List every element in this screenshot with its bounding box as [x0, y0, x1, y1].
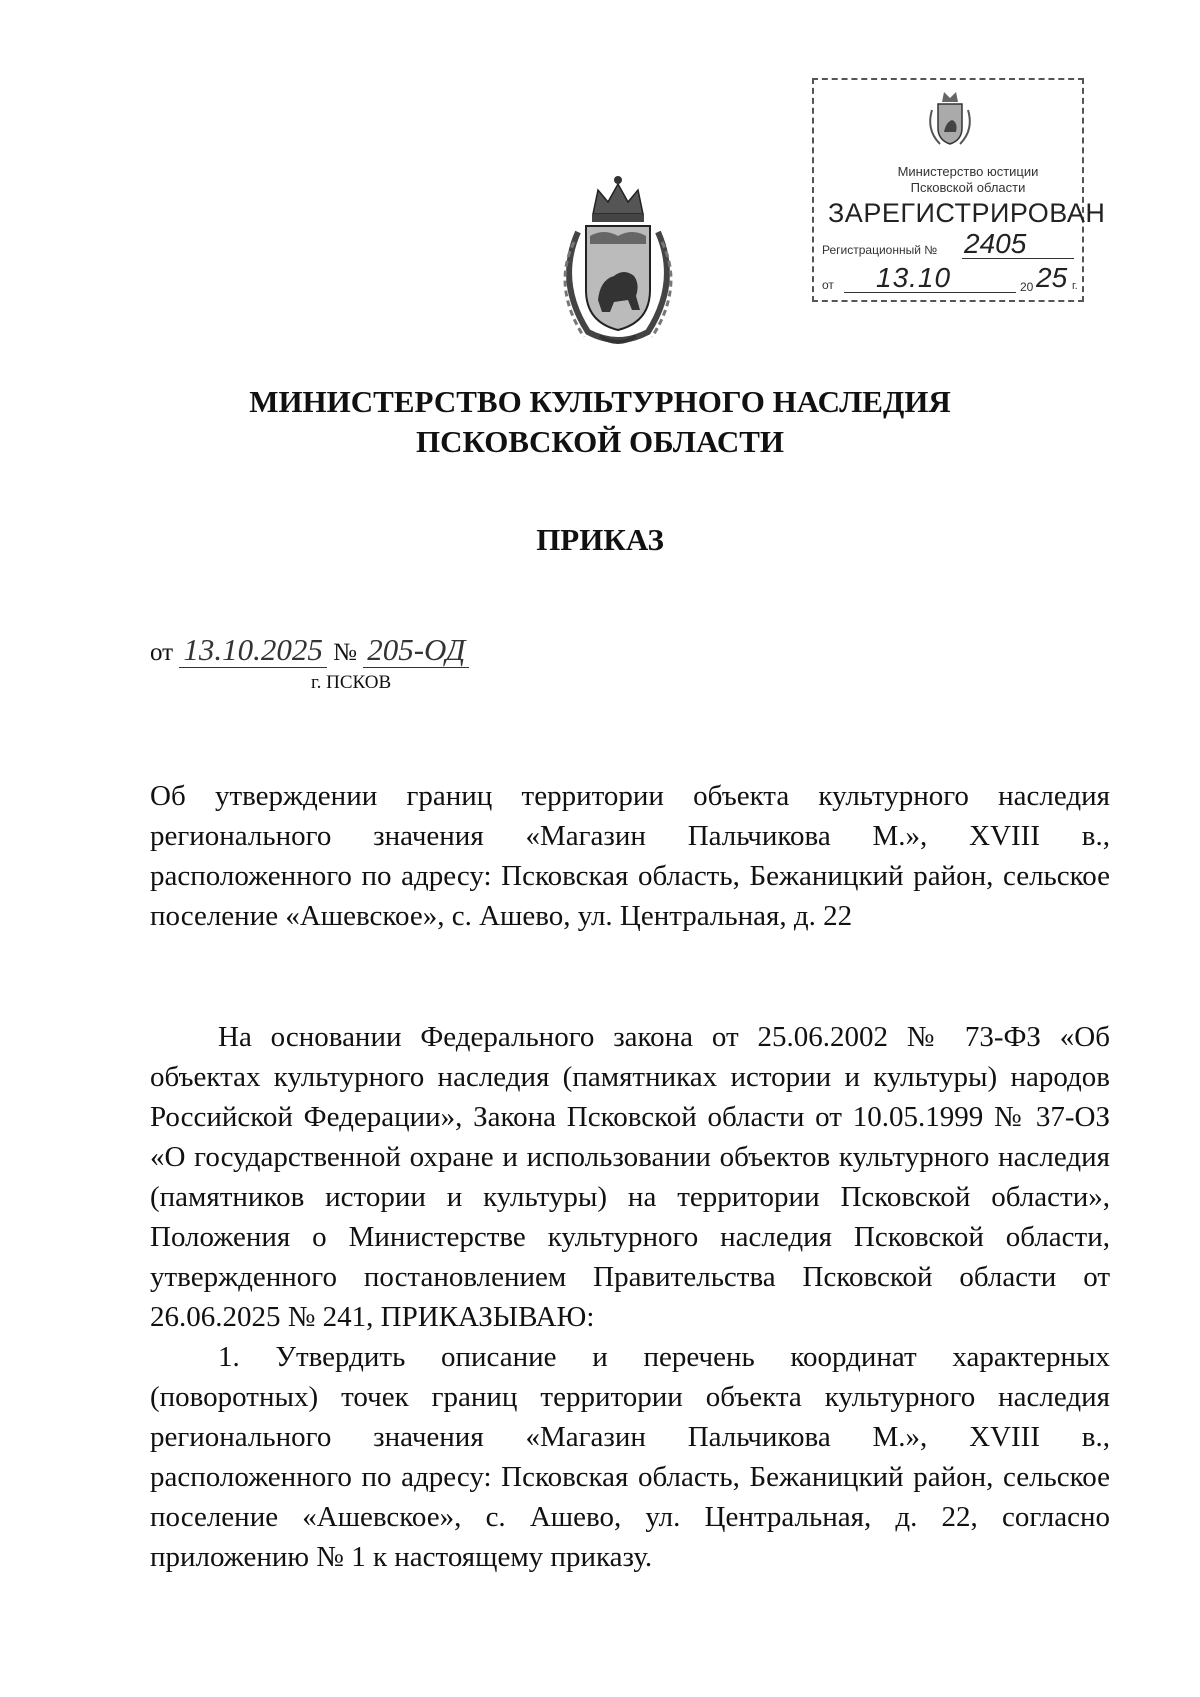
stamp-year: 25: [1036, 262, 1068, 293]
stamp-reg-number: 2405: [964, 228, 1027, 259]
stamp-reg-underline: [962, 258, 1074, 259]
order-date: 13.10.2025: [179, 632, 327, 668]
stamp-reg-label: Регистрационный №: [822, 243, 938, 257]
stamp-from-label: от: [822, 278, 834, 292]
preamble-paragraph: На основании Федерального закона от 25.06.2002 № 73-ФЗ «Об объектах культурного наследия (памятниках истории и культуры) народов Российской Федерации», Закона Псковской области от 10.05.1999 № 37-ОЗ «О государственной охране и использовании объектов культурного наследия (памятников истории и культуры) на территории Псковской области», Положения о Министерстве культурного наследия Псковской области, утвержденного постановлением Правительства Псковской области от 26.06.2025 № 241, ПРИКАЗЫВАЮ:: [150, 1021, 1110, 1333]
document-type: ПРИКАЗ: [536, 522, 664, 557]
order-number-label: №: [333, 639, 357, 666]
ministry-line1: МИНИСТЕРСТВО КУЛЬТУРНОГО НАСЛЕДИЯ: [249, 384, 951, 419]
registration-stamp: [812, 78, 1106, 302]
order-number: 205-ОД: [363, 632, 469, 668]
order-city: г. ПСКОВ: [311, 672, 392, 693]
order-from-label: от: [150, 639, 174, 666]
document-title: Об утверждении границ территории объекта культурного наследия регионального значения «Магазин Пальчикова М.», XVIII в., расположенного по адресу: Псковская область, Бежаницкий район, сельское поселение «Ашевское», с. Ашево, ул. Центральная, д. 22: [150, 780, 1110, 932]
stamp-date-underline: [844, 292, 1016, 293]
stamp-status: ЗАРЕГИСТРИРОВАН: [828, 198, 1106, 228]
stamp-date: 13.10: [876, 262, 952, 293]
ministry-heading: [0, 382, 1200, 462]
stamp-year-suffix: г.: [1072, 280, 1078, 292]
stamp-emblem-icon: [926, 88, 974, 148]
ministry-line2: ПСКОВСКОЙ ОБЛАСТИ: [415, 424, 785, 459]
stamp-year-prefix: 20: [1020, 280, 1034, 294]
stamp-org-line2: Псковской области: [910, 180, 1026, 195]
stamp-org-line1: Министерство юстиции: [897, 164, 1039, 179]
order-item-1: 1. Утвердить описание и перечень координат характерных (поворотных) точек границ территории объекта культурного наследия регионального значения «Магазин Пальчикова М.», XVIII в., расположенного по адресу: Псковская область, Бежаницкий район, сельское поселение «Ашевское», с. Ашево, ул. Центральная, д. 22, согласно приложению № 1 к настоящему приказу.: [150, 1341, 1110, 1573]
coat-of-arms-emblem: [548, 172, 688, 350]
order-date-number: [150, 632, 469, 668]
